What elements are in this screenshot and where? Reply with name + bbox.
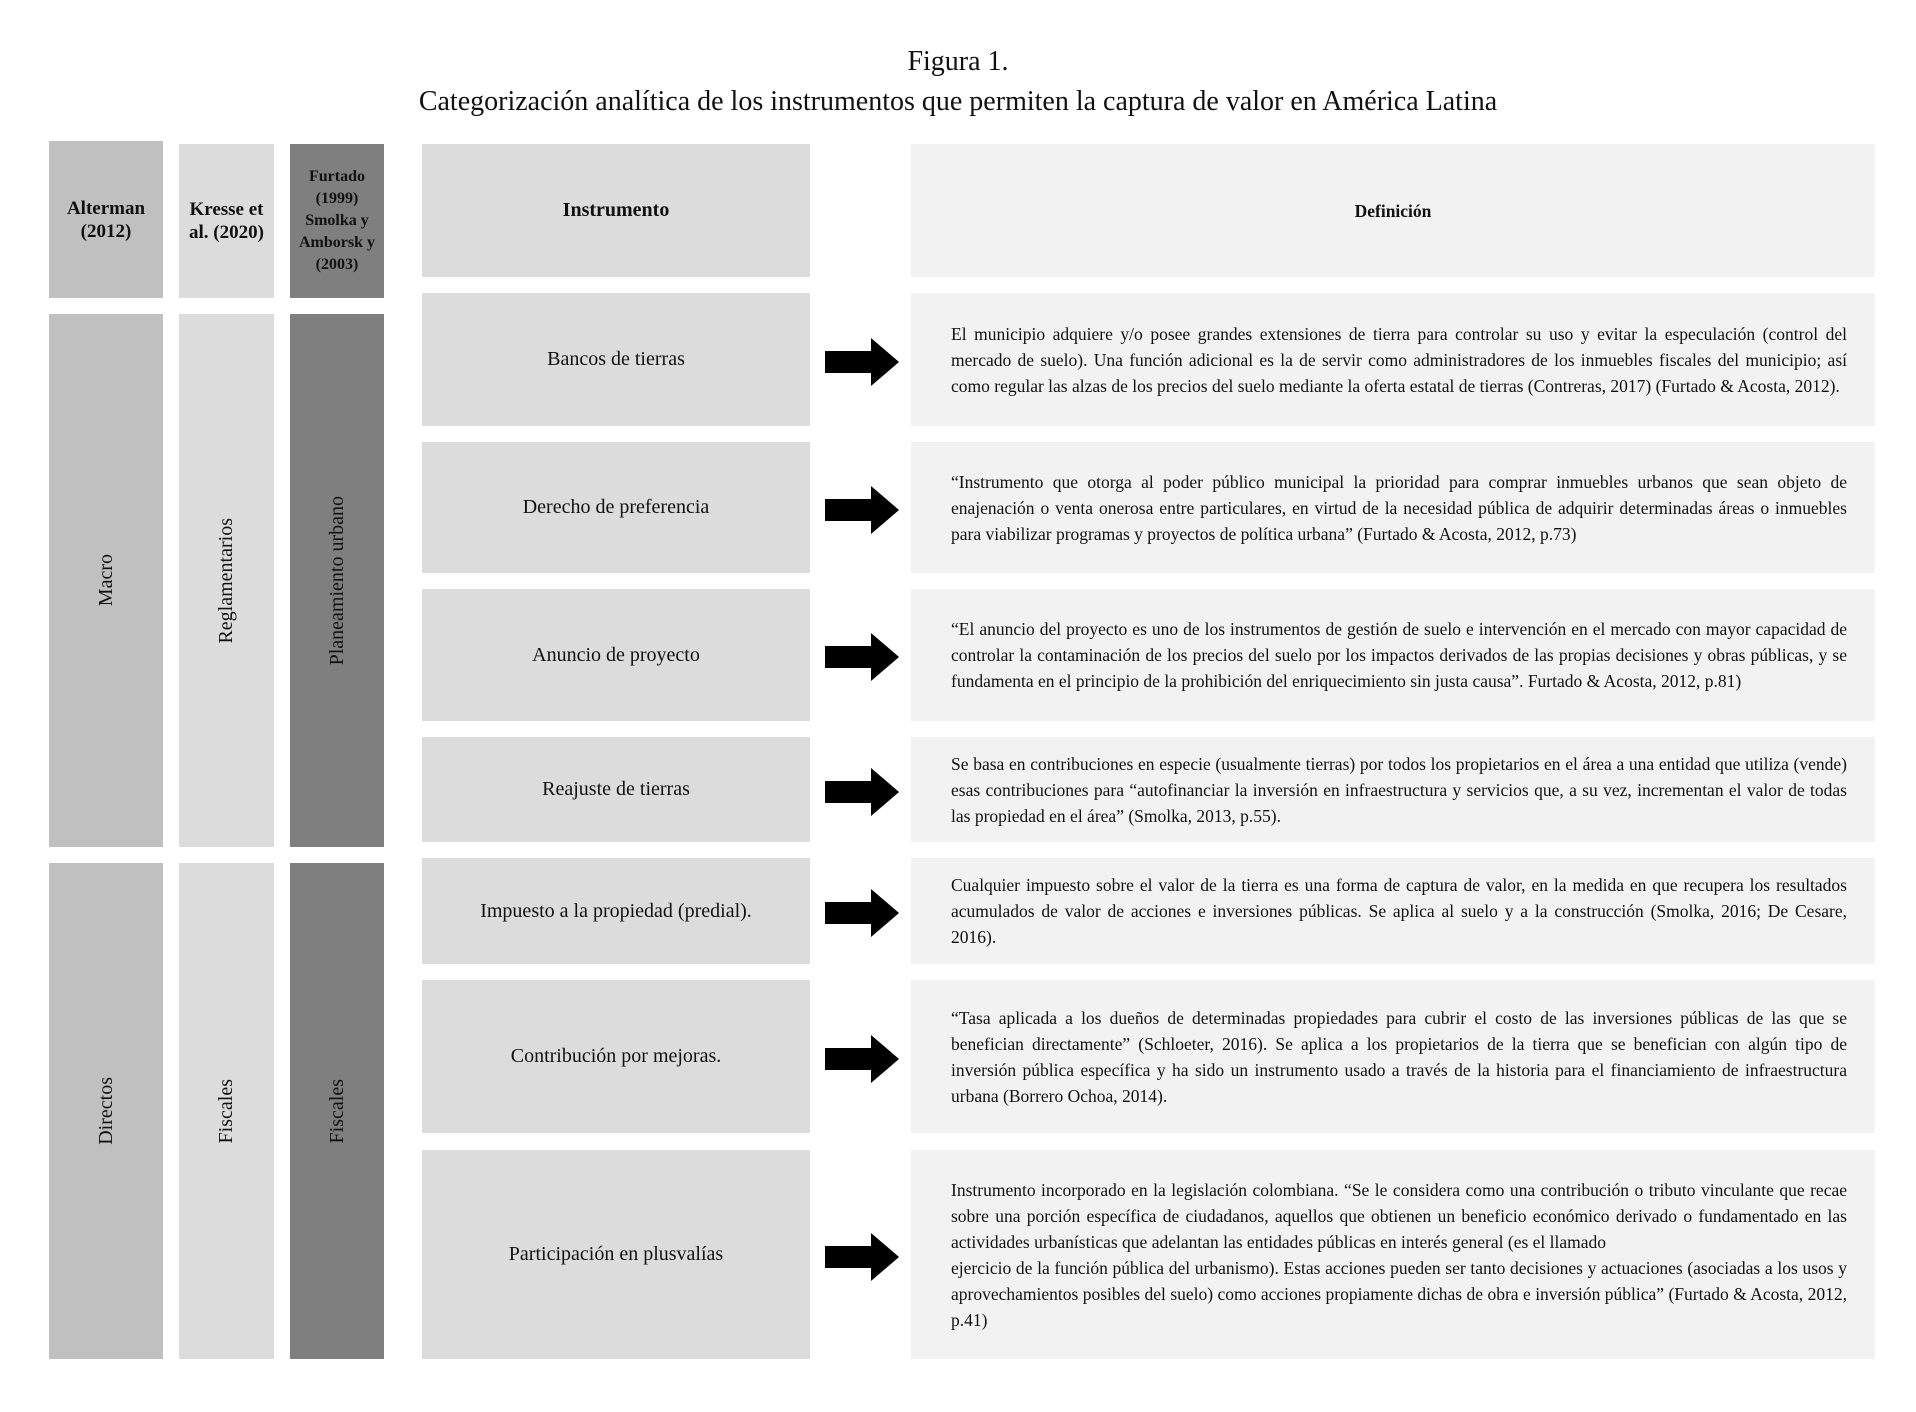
arrow-right-icon <box>825 768 899 816</box>
header-furtado: Furtado (1999) Smolka y Amborsk y (2003) <box>290 144 384 298</box>
definition-text: El municipio adquiere y/o posee grandes extensiones de tierra para controlar su uso y evitar la especulación (control del mercado de suelo). Una función adicional es la de servir como administradores de los inmuebles fiscales del municipio; así como regular las alzas de los precios del suelo mediante la oferta estatal de tierras (Contreras, 2017) (Furtado & Acosta, 2012). <box>951 323 1847 396</box>
definition-text: “Tasa aplicada a los dueños de determinadas propiedades para cubrir el costo de las inversiones públicas de las que se benefician directamente” (Schloeter, 2016). Se aplica a los propietarios de la tierra que se benefician con algún tipo de inversión pública específica y ha sido un instrumento usado a través de la historia para el financiamiento de infraestructura urbana (Borrero Ochoa, 2014). <box>951 1007 1847 1106</box>
header-instrumento: Instrumento <box>422 144 810 277</box>
arrow-right-icon <box>825 338 899 386</box>
definition-cell <box>911 858 1875 964</box>
definition-text: Instrumento incorporado en la legislación colombiana. “Se le considera como una contribución o tributo vinculante que recae sobre una porción específica de ciudadanos, aquellos que obtienen un beneficio económico derivado o fundamentado en las actividades urbanísticas que adelantan las entidades públicas en interés general (es el llamado <box>951 1179 1847 1252</box>
instrument-cell: Reajuste de tierras <box>422 737 810 842</box>
group-label: Directos <box>94 1077 117 1145</box>
group-fiscales <box>179 863 274 1359</box>
definition-text: “Instrumento que otorga al poder público municipal la prioridad para comprar inmuebles urbanos que sean objeto de enajenación o venta onerosa entre particulares, en virtud de la necesidad pública de adquirir determinadas áreas o inmuebles para viabilizar programas y proyectos de política urbana” (Furtado & Acosta, 2012, p.73) <box>951 471 1847 544</box>
definition-text: Se basa en contribuciones en especie (usualmente tierras) por todos los propietarios en el área a una entidad que utiliza (vende) esas contribuciones para “autofinanciar la inversión en infraestructura y servicios que, a su vez, incrementan el valor de todas las propiedad en el área” (Smolka, 2013, p.55). <box>951 753 1847 826</box>
group-reglamentarios <box>179 314 274 847</box>
header-definicion: Definición <box>911 144 1875 277</box>
instrument-cell: Anuncio de proyecto <box>422 589 810 721</box>
figure-label: Figura 1. <box>907 46 1009 77</box>
group-directos <box>49 863 163 1359</box>
definition-cell <box>911 737 1875 842</box>
definition-cell <box>911 1150 1875 1359</box>
header-alterman: Alterman (2012) <box>49 141 163 298</box>
group-fiscales-furtado <box>290 863 384 1359</box>
instrument-cell: Contribución por mejoras. <box>422 980 810 1133</box>
definition-cell <box>911 589 1875 721</box>
arrow-right-icon <box>825 1233 899 1281</box>
group-label: Reglamentarios <box>215 517 237 644</box>
instrument-cell: Participación en plusvalías <box>422 1150 810 1359</box>
definition-text: “El anuncio del proyecto es uno de los instrumentos de gestión de suelo e intervención en el mercado con mayor capacidad de controlar la contaminación de los precios del suelo por los impactos derivados de las propias decisiones y obras públicas, y se fundamenta en el principio de la prohibición del enriquecimiento sin justa causa”. Furtado & Acosta, 2012, p.81) <box>951 619 1847 691</box>
arrow-right-icon <box>825 633 899 681</box>
group-label: Fiscales <box>325 1078 348 1144</box>
header-kresse: Kresse et al. (2020) <box>179 144 274 298</box>
arrow-right-icon <box>825 486 899 534</box>
definition-cell <box>911 293 1875 426</box>
definition-cell <box>911 442 1875 573</box>
instrument-cell: Derecho de preferencia <box>422 442 810 573</box>
arrow-right-icon <box>825 889 899 937</box>
figure-title: Categorización analítica de los instrumentos que permiten la captura de valor en América Latina <box>418 86 1498 117</box>
group-label: Planeamiento urbano <box>325 495 348 666</box>
definition-text: Cualquier impuesto sobre el valor de la tierra es una forma de captura de valor, en la medida en que recupera los resultados acumulados de valor de acciones e inversiones públicas. Se aplica al suelo y a la construcción (Smolka, 2016; De Cesare, 2016). <box>951 875 1847 947</box>
instrument-cell: Impuesto a la propiedad (predial). <box>422 858 810 964</box>
group-label: Macro <box>94 554 117 607</box>
definition-text-continued: ejercicio de la función pública del urbanismo). Estas acciones pueden ser tanto decisiones y actuaciones (asociadas a los usos y aprovechamientos posibles del suelo) como acciones propiamente dichas de obra e inversión pública” (Furtado & Acosta, 2012, p.41) <box>951 1257 1847 1330</box>
group-label: Fiscales <box>215 1078 237 1144</box>
group-macro <box>49 314 163 847</box>
instrument-cell: Bancos de tierras <box>422 293 810 426</box>
group-planeamiento <box>290 314 384 847</box>
definition-cell <box>911 980 1875 1133</box>
arrow-right-icon <box>825 1035 899 1083</box>
